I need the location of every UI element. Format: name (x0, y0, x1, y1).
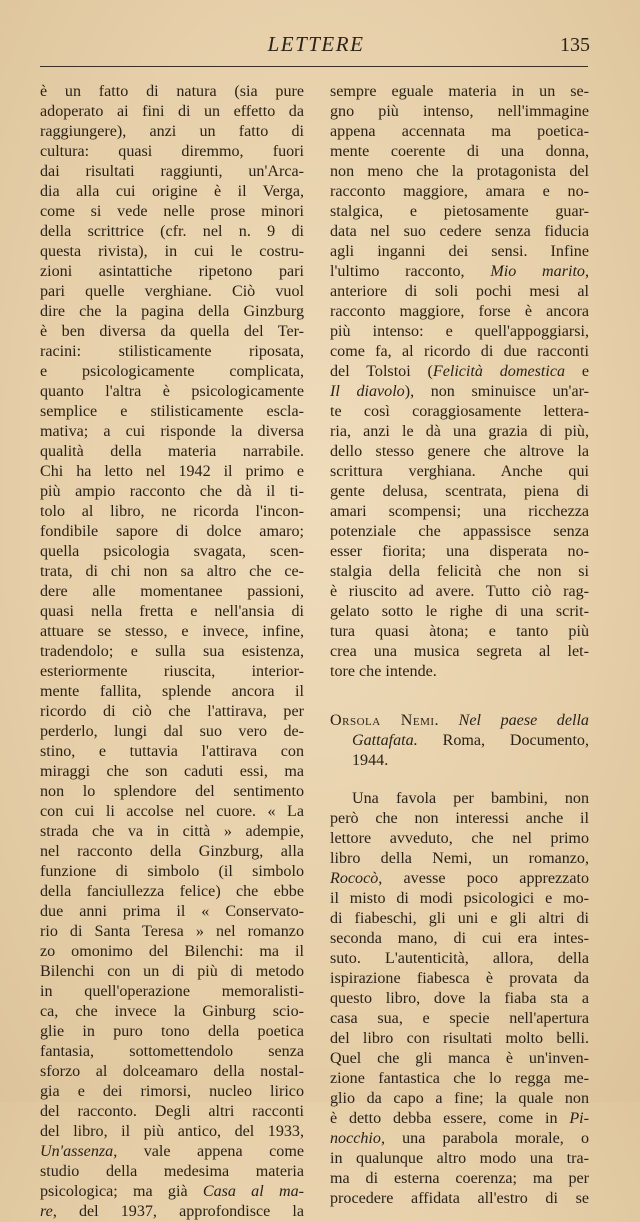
section-gap (330, 701, 589, 711)
text-line: quasi nella fretta e nell'ansia di (40, 603, 304, 620)
text-line: questo libro, dove la fiaba sta a (330, 990, 589, 1007)
text-line: dire che la pagina della Ginzburg (40, 303, 304, 320)
review-entry-line (330, 731, 589, 751)
text-line: Una favola per bambini, non (352, 790, 589, 807)
text-line: scrittura verghiana. Anche qui (330, 463, 589, 480)
text-line: tolo al libro, ne ricorda l'incon- (40, 503, 304, 520)
text-line: re, del 1937, approfondisce la (40, 1203, 304, 1220)
right-column-top (330, 82, 589, 682)
text-line: tradendolo; e sulla sua esistenza, (40, 643, 304, 660)
text-line: non meno che la protagonista del (330, 163, 589, 180)
text-line: del libro, il più antico, del 1933, (40, 1123, 304, 1140)
header-rule (40, 66, 588, 67)
text-line: esser fiorita; una disperata no- (330, 543, 589, 560)
text-line: nel racconto della Ginzburg, alla (40, 843, 304, 860)
review-title: Nel paese della (458, 712, 589, 729)
text-line: ria, anzi le dà una grazia di più, (330, 423, 589, 440)
text-line: in quell'operazione memoralisti- (40, 983, 304, 1000)
text-line: semplice e stilisticamente escla- (40, 403, 304, 420)
text-line: della scrittrice (cfr. nel n. 9 di (40, 223, 304, 240)
left-column (40, 82, 304, 1222)
text-line: il misto di modi psicologici e mo- (330, 890, 589, 907)
text-line: della fanciullezza felice) che ebbe (40, 883, 304, 900)
text-line: te così coraggiosamente lettera- (330, 403, 589, 420)
text-line: adoperato ai fini di un effetto da (40, 103, 304, 120)
review-entry-line (330, 711, 589, 731)
text-line: non lo splendore del sentimento (40, 783, 304, 800)
text-line: racconto maggiore, amara e no- (330, 183, 589, 200)
text-line: strada che va in città » adempie, (40, 823, 304, 840)
text-line: fantasia, sottomettendolo senza (40, 1043, 304, 1060)
text-line: Quel che gli manca è un'inven- (330, 1050, 589, 1067)
text-line: tore che intende. (330, 663, 437, 680)
review-author: Orsola Nemi. (330, 712, 440, 729)
text-line: data nel suo cedere senza fiducia (330, 223, 589, 240)
text-line: però che non interessi anche il (330, 810, 589, 827)
text-line: glio da capo a fine; la quale non (330, 1090, 589, 1107)
text-line: di fiabeschi, gli uni e gli altri di (330, 910, 589, 927)
text-line: gelato sotto le righe di una scrit- (330, 603, 589, 620)
text-line: ricordo di ciò che l'attirava, per (40, 703, 304, 720)
text-line: tura quasi àtona; e tanto più (330, 623, 589, 640)
running-head: LETTERE (267, 32, 365, 56)
text-line: appena accennata ma poetica- (330, 123, 589, 140)
text-line: ma di esterna coerenza; ma per (330, 1170, 589, 1187)
text-line: amari scompensi; una ricchezza (330, 503, 589, 520)
text-line: crea una musica segreta al let- (330, 643, 589, 660)
text-line: e psicologicamente complicata, (40, 363, 304, 380)
text-line: raggiungere), anzi un fatto di (40, 123, 304, 140)
text-line: psicologica; ma già Casa al ma- (40, 1183, 304, 1200)
page-header (40, 32, 592, 62)
text-line: zioni asintattiche ripetono pari (40, 263, 304, 280)
text-line: Bilenchi con un di più di metodo (40, 963, 304, 980)
text-line: Il diavolo), non sminuisce un'ar- (330, 383, 589, 400)
text-line: qualità della materia narrabile. (40, 443, 304, 460)
text-line: Rococò, avesse poco apprezzato (330, 870, 589, 887)
text-line: dai risultati raggiunti, un'Arca- (40, 163, 304, 180)
text-line: del Tolstoi (Felicità domestica e (330, 363, 589, 380)
text-line: perderlo, lungi dal suo vero de- (40, 723, 304, 740)
text-line: ca, che invece la Ginburg scio- (40, 1003, 304, 1020)
text-line: attuare se stesso, e invece, infine, (40, 623, 304, 640)
review-publisher: Roma, Documento, (442, 732, 589, 749)
text-line: mente coerente di una donna, (330, 143, 589, 160)
text-line: potenziale che appassisce senza (330, 523, 589, 540)
text-line: più intenso: e quell'appoggiarsi, (330, 323, 589, 340)
right-column-bottom (330, 789, 589, 1209)
text-line: quella psicologia svagata, scen- (40, 543, 304, 560)
text-line: sempre eguale materia in un se- (330, 83, 589, 100)
text-line: in qualunque altro modo una tra- (330, 1150, 589, 1167)
text-line: questa rivista), in cui le costru- (40, 243, 304, 260)
text-line: è un fatto di natura (sia pure (40, 83, 304, 100)
text-line: racini: stilisticamente riposata, (40, 343, 304, 360)
text-line: studio della medesima materia (40, 1163, 304, 1180)
text-line: quanto l'altra è psicologicamente (40, 383, 304, 400)
text-line: Un'assenza, vale appena come (40, 1143, 304, 1160)
text-line: lettore avveduto, che nel primo (330, 830, 589, 847)
text-line: zo omonimo del Bilenchi: ma il (40, 943, 304, 960)
section-gap (330, 771, 589, 789)
text-line: agli inganni dei sensi. Infine (330, 243, 589, 260)
text-line: nocchio, una parabola morale, o (330, 1130, 589, 1147)
text-line: pari quelle verghiane. Ciò vuol (40, 283, 304, 300)
text-line: gente delusa, scentrata, piena di (330, 483, 589, 500)
text-line: esteriormente riuscita, interior- (40, 663, 304, 680)
text-line: gno più intenso, nell'immagine (330, 103, 589, 120)
right-column (330, 82, 589, 1209)
text-line: trata, di chi non sa altro che ce- (40, 563, 304, 580)
text-line: l'ultimo racconto, Mio marito, (330, 263, 590, 280)
text-line: mente fallita, splende ancora il (40, 683, 304, 700)
text-line: rio di Santa Teresa » nel romanzo (40, 923, 304, 940)
text-line: anteriore di soli pochi mesi al (330, 283, 589, 300)
text-line: con cui li accolse nel cuore. « La (40, 803, 304, 820)
text-line: procedere affidata all'estro di se (330, 1190, 589, 1207)
text-line: stino, e tuttavia l'attirava con (40, 743, 304, 760)
text-line: racconto maggiore, forse è ancora (330, 303, 589, 320)
text-line: miraggi che son caduti essi, ma (40, 763, 304, 780)
text-line: dia alla cui origine è il Verga, (40, 183, 304, 200)
text-line: come si vede nelle prose minori (40, 203, 304, 220)
text-line: Chi ha letto nel 1942 il primo e (40, 463, 304, 480)
text-line: glie in puro tono della poetica (40, 1023, 304, 1040)
section-gap (330, 682, 589, 701)
text-line: casa sua, e specie nell'apertura (330, 1010, 589, 1027)
text-line: fondibile sapore di dolce amaro; (40, 523, 304, 540)
text-line: dere alle momentanee passioni, (40, 583, 304, 600)
text-line: seconda mano, di cui era intes- (330, 930, 589, 947)
text-line: è riuscito ad avere. Tutto ciò rag- (330, 583, 589, 600)
text-line: stalgica, e pietosamente guar- (330, 203, 589, 220)
text-line: sforzo al dolceamaro della nostal- (40, 1063, 304, 1080)
review-entry (330, 711, 589, 771)
text-line: del libro con risultati molto belli. (330, 1030, 589, 1047)
text-line: dello stesso genere che altrove la (330, 443, 589, 460)
text-line: cultura: quasi diremmo, fuori (40, 143, 304, 160)
text-line: funzione di simbolo (il simbolo (40, 863, 304, 880)
text-line: libro della Nemi, un romanzo, (330, 850, 589, 867)
text-line: suto. L'autenticità, allora, della (330, 950, 589, 967)
text-line: è detto debba essere, come in Pi- (330, 1110, 589, 1127)
text-line: più ampio racconto che dà il ti- (40, 483, 304, 500)
review-title: Gattafata. (352, 732, 418, 749)
text-line: zione fantastica che lo regga me- (330, 1070, 589, 1087)
text-line: stalgia della felicità che non si (330, 563, 589, 580)
page-number: 135 (560, 34, 590, 56)
text-line: come fa, al ricordo di due racconti (330, 343, 589, 360)
text-line: gia e dei rimorsi, nucleo lirico (40, 1083, 304, 1100)
review-year: 1944. (352, 752, 389, 769)
text-line: del racconto. Degli altri racconti (40, 1103, 304, 1120)
text-line: ispirazione fiabesca è provata da (330, 970, 589, 987)
text-line: mativa; a cui risponde la diversa (40, 423, 304, 440)
text-line: è ben diversa da quella del Ter- (40, 323, 304, 340)
text-line: due anni prima il « Conservato- (40, 903, 304, 920)
